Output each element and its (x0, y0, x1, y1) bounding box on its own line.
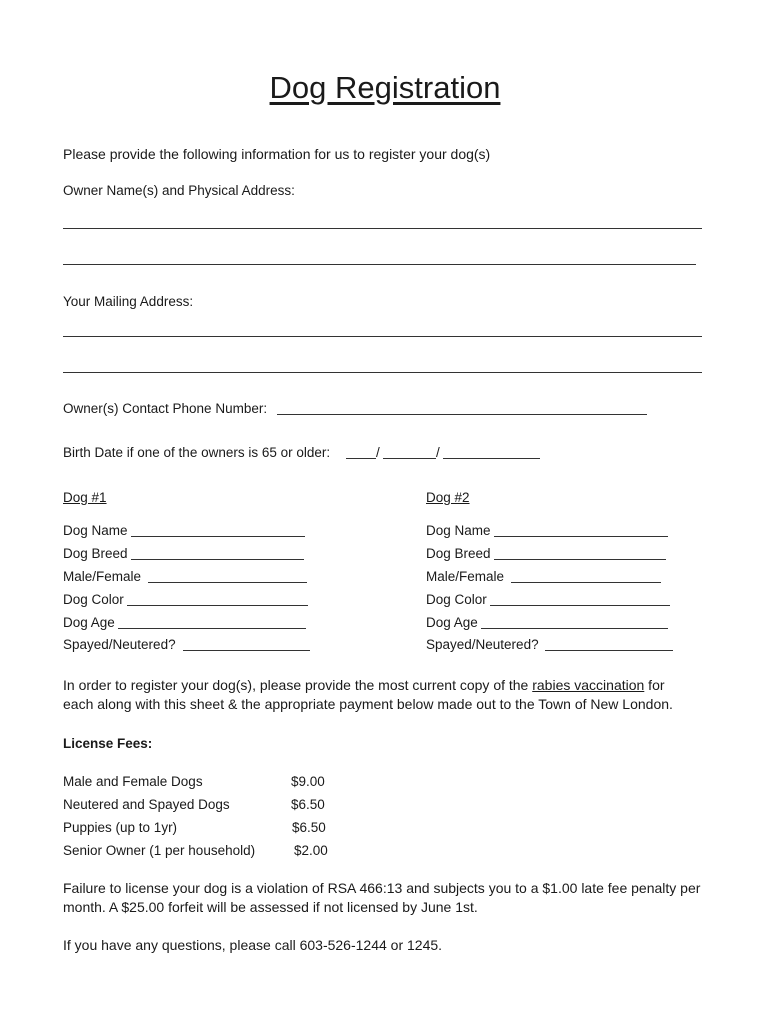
dog1-breed-line[interactable] (131, 559, 304, 560)
dog1-spayed-label: Spayed/Neutered? (63, 637, 176, 652)
instructions-line-2: each along with this sheet & the appropriate payment below made out to the Town of New London. (63, 696, 673, 712)
fee-label-4: Senior Owner (1 per household) (63, 843, 256, 858)
owner-address-line-1[interactable] (63, 228, 702, 229)
dog1-name-label: Dog Name (63, 523, 128, 538)
dog2-spayed-label: Spayed/Neutered? (426, 637, 539, 652)
fee-amount-4: $2.00 (294, 843, 328, 858)
phone-label: Owner(s) Contact Phone Number: (63, 401, 268, 416)
penalty-line-1: Failure to license your dog is a violation of RSA 466:13 and subjects you to a $1.00 late fee penalty per (63, 880, 701, 896)
birth-day-line[interactable] (383, 458, 436, 459)
mailing-address-line-2[interactable] (63, 372, 702, 373)
dog2-name-label: Dog Name (426, 523, 491, 538)
dog1-age-label: Dog Age (63, 615, 115, 630)
dog2-age-line[interactable] (481, 628, 668, 629)
penalty-line-2: month. A $25.00 forfeit will be assessed if not licensed by June 1st. (63, 899, 478, 915)
dog1-sex-line[interactable] (148, 582, 307, 583)
dog1-color-line[interactable] (127, 605, 308, 606)
instructions-text-2: for (644, 677, 665, 693)
dog2-name-line[interactable] (494, 536, 668, 537)
dog1-color-label: Dog Color (63, 592, 124, 607)
instructions-text-1: In order to register your dog(s), please provide the most current copy of the (63, 677, 533, 693)
dog1-name-line[interactable] (131, 536, 305, 537)
dog2-color-line[interactable] (490, 605, 670, 606)
instructions-line-1 (63, 677, 665, 693)
dog2-age-label: Dog Age (426, 615, 478, 630)
phone-line[interactable] (277, 414, 647, 415)
dog1-sex-label: Male/Female (63, 569, 142, 584)
birth-year-line[interactable] (443, 458, 540, 459)
birth-sep-1: / (376, 445, 380, 460)
dog2-sex-label: Male/Female (426, 569, 505, 584)
dog2-sex-line[interactable] (511, 582, 661, 583)
fee-label-1: Male and Female Dogs (63, 774, 203, 789)
fee-label-3: Puppies (up to 1yr) (63, 820, 178, 835)
mailing-address-line-1[interactable] (63, 336, 702, 337)
mailing-address-label: Your Mailing Address: (63, 294, 194, 309)
birth-date-label: Birth Date if one of the owners is 65 or older: (63, 445, 331, 460)
rabies-vaccination-link[interactable]: rabies vaccination (532, 677, 645, 693)
dog1-age-line[interactable] (118, 628, 306, 629)
contact-text: If you have any questions, please call 603-526-1244 or 1245. (63, 937, 443, 953)
fee-amount-3: $6.50 (292, 820, 326, 835)
dog1-heading: Dog #1 (63, 490, 107, 505)
intro-text: Please provide the following information for us to register your dog(s) (63, 146, 491, 162)
fee-amount-2: $6.50 (291, 797, 325, 812)
page-title: Dog Registration (269, 70, 501, 105)
dog2-breed-label: Dog Breed (426, 546, 491, 561)
birth-sep-2: / (436, 445, 440, 460)
dog2-breed-line[interactable] (494, 559, 666, 560)
birth-month-line[interactable] (346, 458, 376, 459)
license-fees-heading: License Fees: (63, 736, 153, 751)
dog2-heading: Dog #2 (426, 490, 470, 505)
fee-label-2: Neutered and Spayed Dogs (63, 797, 230, 812)
dog1-spayed-line[interactable] (183, 650, 310, 651)
fee-amount-1: $9.00 (291, 774, 325, 789)
dog2-spayed-line[interactable] (545, 650, 673, 651)
dog1-breed-label: Dog Breed (63, 546, 128, 561)
owner-address-line-2[interactable] (63, 264, 696, 265)
owner-address-label: Owner Name(s) and Physical Address: (63, 183, 295, 198)
dog2-color-label: Dog Color (426, 592, 487, 607)
